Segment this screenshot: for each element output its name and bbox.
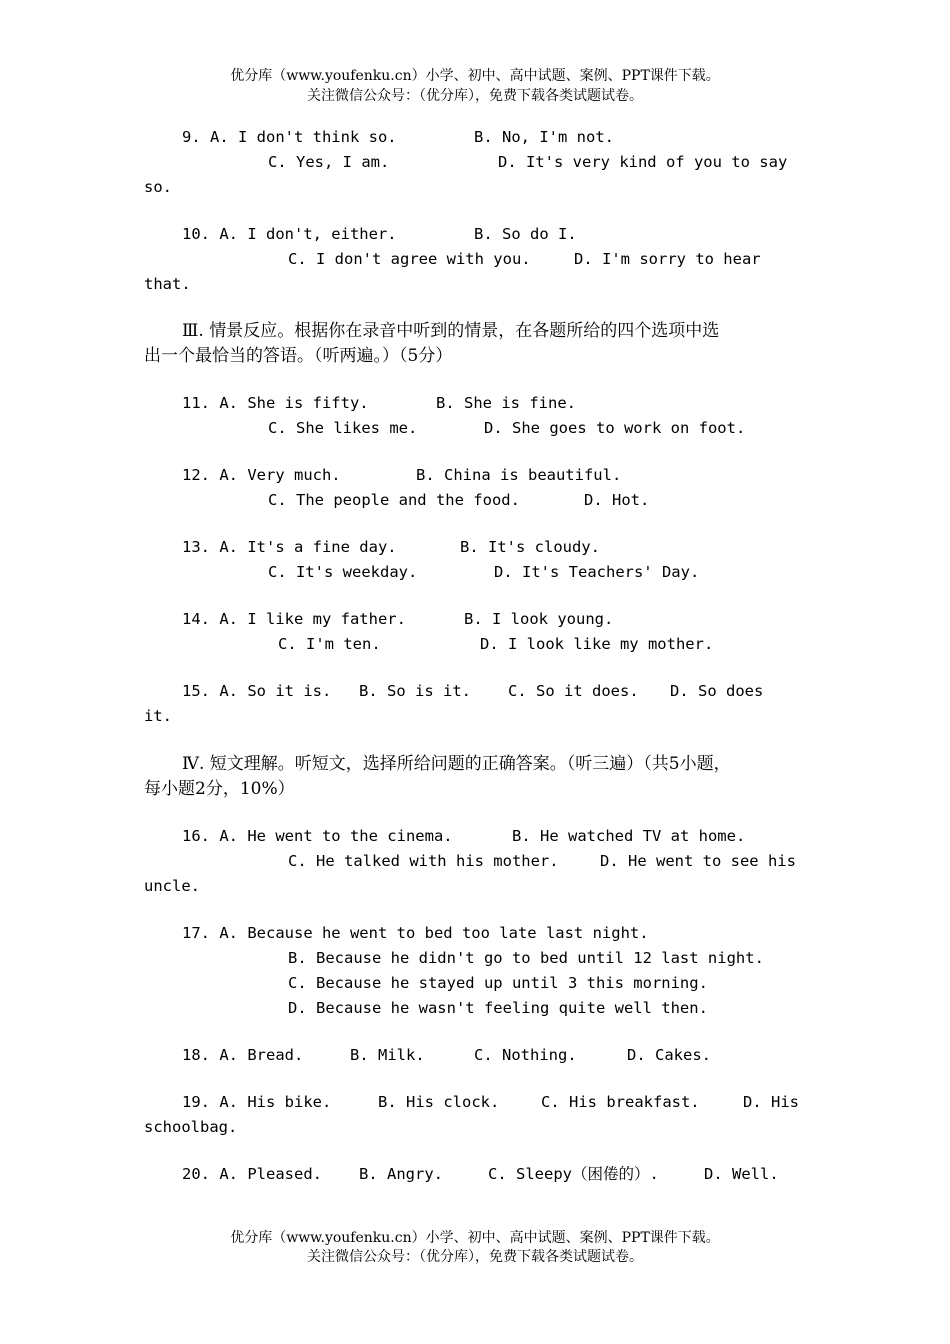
header-line-2: 关注微信公众号：（优分库），免费下载各类试题试卷。 [307,88,643,104]
q9-option-d: D. It's very kind of you to say [498,153,788,171]
q10-option-d: D. I'm sorry to hear [574,250,761,268]
q16-option-d: D. He went to see his [600,852,796,870]
q20-option-b: B. Angry. [359,1165,443,1183]
q11-option-a: 11. A. She is fifty. [182,394,369,412]
q10-option-c: C. I don't agree with you. [288,250,531,268]
q17-option-b: B. Because he didn't go to bed until 12 last night. [288,949,764,967]
q18-option-d: D. Cakes. [627,1046,711,1064]
q13-option-d: D. It's Teachers' Day. [494,563,700,581]
section-3-line-1: Ⅲ. 情景反应。根据你在录音中听到的情景，在各题所给的四个选项中选 [182,321,720,341]
q9-option-b: B. No, I'm not. [474,128,614,146]
q17-option-d: D. Because he wasn't feeling quite well then. [288,999,708,1017]
q16-option-d-continued: uncle. [144,877,200,895]
q11-option-b: B. She is fine. [436,394,576,412]
q15-option-b: B. So is it. [359,682,471,700]
header-line-1: 优分库（www.youfenku.cn）小学、初中、高中试题、案例、PPT课件下载。 [230,68,720,84]
q17-option-c: C. Because he stayed up until 3 this morning. [288,974,708,992]
q17-option-a: 17. A. Because he went to bed too late last night. [182,924,649,942]
q12-option-c: C. The people and the food. [268,491,520,509]
q9-option-d-continued: so. [144,178,172,196]
q16-option-b: B. He watched TV at home. [512,827,746,845]
q15-option-a: 15. A. So it is. [182,682,332,700]
q12-option-d: D. Hot. [584,491,650,509]
q11-option-c: C. She likes me. [268,419,418,437]
q18-option-b: B. Milk. [350,1046,425,1064]
q14-option-b: B. I look young. [464,610,614,628]
section-3-line-2: 出一个最恰当的答语。（听两遍。）（5分） [144,346,453,366]
q14-option-a: 14. A. I like my father. [182,610,406,628]
q19-option-d: D. His [743,1093,799,1111]
q19-option-d-continued: schoolbag. [144,1118,238,1136]
q9-option-a: 9. A. I don't think so. [182,128,397,146]
q20-option-a: 20. A. Pleased. [182,1165,322,1183]
q20-option-d: D. Well. [704,1165,779,1183]
section-4-line-1: Ⅳ. 短文理解。听短文，选择所给问题的正确答案。（听三遍）（共5小题， [182,754,731,774]
q19-option-b: B. His clock. [378,1093,500,1111]
q13-option-b: B. It's cloudy. [460,538,600,556]
q13-option-c: C. It's weekday. [268,563,418,581]
q11-option-d: D. She goes to work on foot. [484,419,746,437]
q14-option-d: D. I look like my mother. [480,635,714,653]
q13-option-a: 13. A. It's a fine day. [182,538,397,556]
q15-option-d: D. So does [670,682,764,700]
q19-option-c: C. His breakfast. [541,1093,700,1111]
q18-option-a: 18. A. Bread. [182,1046,304,1064]
q18-option-c: C. Nothing. [474,1046,577,1064]
q16-option-a: 16. A. He went to the cinema. [182,827,453,845]
footer-line-1: 优分库（www.youfenku.cn）小学、初中、高中试题、案例、PPT课件下载。 [230,1230,720,1246]
q10-option-a: 10. A. I don't, either. [182,225,397,243]
q14-option-c: C. I'm ten. [278,635,381,653]
q20-option-c: C. Sleepy（困倦的）. [488,1165,659,1183]
q9-option-c: C. Yes, I am. [268,153,390,171]
section-4-line-2: 每小题2分，10%） [144,779,295,799]
q15-option-d-continued: it. [144,707,172,725]
q10-option-b: B. So do I. [474,225,577,243]
q12-option-b: B. China is beautiful. [416,466,622,484]
q12-option-a: 12. A. Very much. [182,466,341,484]
q19-option-a: 19. A. His bike. [182,1093,332,1111]
q16-option-c: C. He talked with his mother. [288,852,559,870]
q15-option-c: C. So it does. [508,682,639,700]
q10-option-d-continued: that. [144,275,191,293]
footer-line-2: 关注微信公众号：（优分库），免费下载各类试题试卷。 [307,1249,643,1265]
